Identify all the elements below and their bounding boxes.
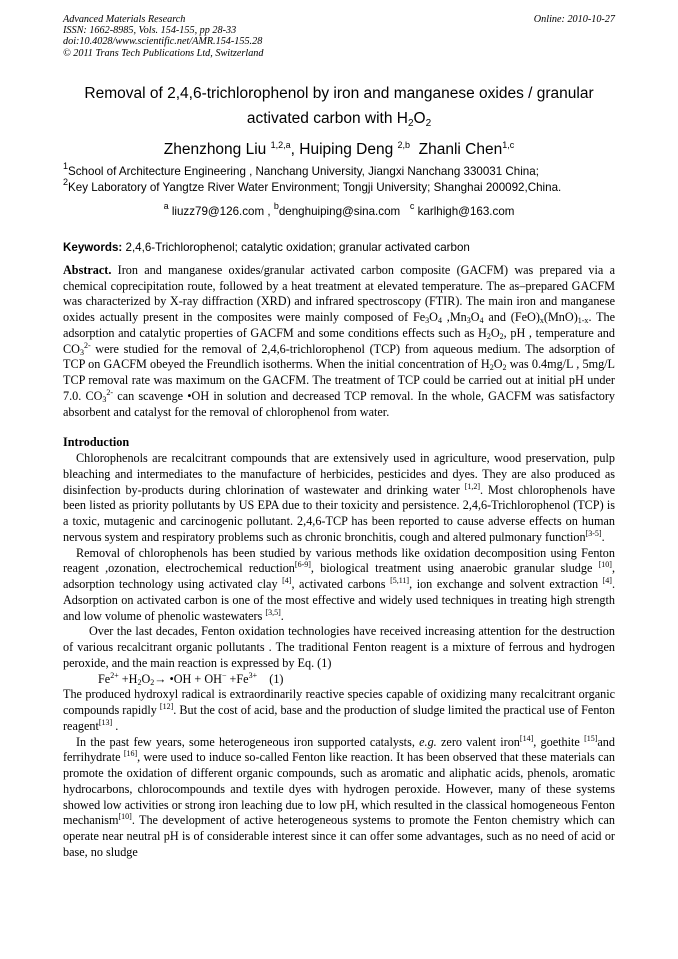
abstract-text: O (493, 357, 503, 372)
author-name: Zhanli Chen (418, 140, 503, 158)
intro-paragraph-2 (63, 546, 615, 625)
abstract-label: Abstract. (63, 262, 112, 277)
email-link[interactable]: denghuiping@sina.com (278, 204, 401, 218)
body-text: . (280, 608, 284, 623)
author-affil-sup: 2,b (397, 139, 411, 150)
title-text: activated carbon with H (246, 109, 408, 127)
body-text-italic: e.g. (419, 734, 437, 749)
body-text: In the past few years, some heterogeneous iron supported catalysts, (76, 734, 420, 749)
author-name: Huiping Deng (299, 140, 394, 158)
formula-sub: 3 (466, 316, 471, 326)
formula-sub: x (539, 316, 544, 326)
journal-header (63, 14, 615, 59)
section-heading: Introduction (63, 435, 130, 450)
eq-sup: 2+ (110, 670, 119, 680)
eq-sup: 3+ (248, 670, 258, 680)
formula-sub: 3 (425, 316, 430, 326)
abstract-text: can scavenge •OH in solution and decreased TCP removal. In the whole, GACFM was satisfactory absorbent and catalyst for the removal of chlorophenol from water. (63, 388, 615, 419)
intro-paragraph-1 (63, 451, 615, 546)
body-text: . Adsorption on activated carbon is one of the most effective and widely used techniques in treating high strength and low volume of phenolic wastewaters (63, 577, 615, 623)
body-text: . But the cost of acid, base and the production of sludge limited the practical use of Fenton reagent (63, 703, 615, 733)
affiliations (63, 160, 615, 197)
affiliation-sup: 1 (63, 160, 69, 171)
abstract-text: O (429, 310, 438, 325)
eq-text: Fe (98, 671, 111, 686)
formula-sub: 2 (502, 363, 507, 373)
abstract (63, 263, 615, 421)
body-text: Chlorophenols are recalcitrant compounds that are extensively used in agriculture, wood preservation, pulp bleaching and intermediates to the manufacture of herbicides, pesticides and dyes. They are also produced as disinfection by-products during chlorination of wastewater and drinking water (63, 451, 615, 497)
eq-sup: − (221, 670, 227, 680)
intro-paragraph-5 (63, 735, 615, 861)
citation[interactable]: [13] (98, 717, 113, 727)
citation[interactable]: [5,11] (390, 576, 410, 586)
affiliation-text: Key Laboratory of Yangtze River Water Environment; Tongji University; Shanghai 200092,China. (68, 181, 562, 195)
author-list: Zhenzhong Liu $^{1,2,a}$, Huiping Deng $^{2,b}$ Zhanli Chen$^{1,c}$ (163, 139, 515, 158)
title-text: O (413, 109, 426, 127)
title-line-1: Removal of 2,4,6-trichlorophenol by iron and manganese oxides / granular (84, 84, 594, 102)
intro-paragraph-4 (63, 687, 615, 734)
affiliation-sup: 2 (63, 177, 69, 188)
copyright-line: © 2011 Trans Tech Publications Ltd, Switzerland (63, 47, 264, 59)
body-text: , were used to induce so-called Fenton like reaction. It has been observed that these materials can promote the oxidation of different organic compounds, such as aromatic and aliphatic acids, phenols, aromatic hydrocarbons, chlorocompounds and textile dyes with hydrogen peroxide. However, many of these systems showed low activities or strong iron leaching due to low pH, which resulted in the classical homogeneous Fenton mechanism (63, 750, 615, 828)
citation[interactable]: [15] (584, 733, 598, 743)
title-subscript: 2 (425, 117, 432, 129)
citation[interactable]: [16] (123, 749, 138, 759)
formula-sup: 2- (83, 340, 91, 350)
body-text: , biological treatment using anaerobic granular sludge (310, 561, 599, 576)
doi-line[interactable]: doi:10.4028/www.scientific.net/AMR.154-155.28 (63, 36, 263, 48)
abstract-text: ,Mn (441, 310, 467, 325)
formula-sub: 3 (102, 394, 107, 404)
eq-text: → •OH + OH (154, 671, 222, 686)
eq-text: O (141, 671, 151, 686)
intro-paragraph-3: Over the last decades, Fenton oxidation technologies have received increasing attention for the destruction of various recalcitrant organic pollutants . The traditional Fenton reagent is a mixture of ferrous and hydrogen peroxide, and the main reaction is expressed by Eq. (1) (63, 624, 615, 670)
abstract-text: O (490, 325, 500, 340)
body-text: Removal of chlorophenols has been studied by various methods like oxidation decomposition using Fenton reagent ,ozonation, electrochemical reduction (63, 545, 615, 576)
body-text: , ion exchange and solvent extraction (409, 577, 603, 592)
citation[interactable]: [4] (602, 576, 612, 586)
abstract-text: , pH , temperature and CO (63, 325, 615, 356)
email-link[interactable]: liuzz79@126.com (171, 204, 265, 218)
author-affil-sup: 1,2,a (270, 139, 291, 150)
eq-number: (1) (257, 671, 284, 686)
author-affil-sup: 1,c (502, 139, 515, 150)
eq-text: +Fe (226, 671, 249, 686)
equation-1 (63, 672, 615, 688)
issn-line: ISSN: 1662-8985, Vols. 154-155, pp 28-33 (63, 25, 237, 37)
keywords-label: Keywords: (63, 240, 123, 254)
affiliation-text: School of Architecture Engineering , Nanchang University, Jiangxi Nanchang 330031 China; (68, 164, 539, 178)
keywords (63, 240, 615, 255)
email-sup: c (409, 200, 415, 211)
paper-title (63, 81, 615, 131)
abstract-text: was 0.4mg/L , 5mg/L TCP removal rate was maximum on the GACFM. The treatment of TCP could be carried out at initial pH under 7.0. CO (63, 357, 615, 403)
abstract-text: O (470, 310, 480, 325)
formula-sub: 2 (489, 363, 494, 373)
citation[interactable]: [10] (118, 812, 132, 822)
citation[interactable]: [6-9] (294, 560, 311, 570)
title-line-2 (63, 106, 615, 131)
body-text: and ferrihydrate (63, 734, 615, 765)
citation[interactable]: [3-5] (585, 528, 602, 538)
abstract-text: (MnO) (543, 310, 578, 325)
abstract-text: and (FeO) (483, 310, 540, 325)
body-text: . (601, 529, 605, 544)
abstract-text: were studied for the removal of 2,4,6-trichlorophenol (TCP) from aqueous medium. The adsorption of TCP on GACFM obeyed the Freundlich isotherms. When the initial concentration of H (63, 341, 615, 372)
title-subscript: 2 (407, 117, 414, 129)
keywords-text: 2,4,6-Trichlorophenol; catalytic oxidation; granular activated carbon (125, 240, 470, 254)
citation[interactable]: [3,5] (265, 607, 281, 617)
formula-sub: 2 (499, 331, 504, 341)
online-date: Online: 2010-10-27 (533, 14, 615, 25)
email-sup: b (273, 200, 279, 211)
body-text: . (112, 718, 119, 733)
body-text: , adsorption technology using activated clay (63, 561, 615, 592)
body-text: , goethite (533, 734, 585, 749)
email-sup: a (163, 200, 169, 211)
citation[interactable]: [14] (519, 733, 534, 743)
body-text: zero valent iron (436, 734, 520, 749)
formula-sub: 3 (79, 347, 84, 357)
formula-sub: 1-x (577, 316, 589, 326)
formula-sub: 4 (437, 316, 442, 326)
affiliation (63, 177, 615, 197)
formula-sub: 4 (479, 316, 484, 326)
citation[interactable]: [10] (598, 560, 612, 570)
abstract-text: . The adsorption and catalytic properties of GACFM and some conditions effects such as H (63, 310, 616, 340)
citation[interactable]: [1,2] (464, 481, 481, 491)
eq-sub: 2 (150, 677, 155, 687)
eq-sub: 2 (137, 677, 142, 687)
formula-sub: 2 (486, 331, 491, 341)
eq-text: +H (118, 671, 138, 686)
body-text: . Most chlorophenols have been listed as priority pollutants by US EPA due to their toxicity and persistence. 2,4,6-Trichlorophenol (TCP) is a toxic, mutagenic and carcinogenic pollutant. 2,4,6-TCP has been reported to cause adverse effects on human nervous system and respiratory problems such as chronic bronchitis, cough and altered pulmonary function (63, 482, 615, 544)
email-link[interactable]: karlhigh@163.com (417, 204, 515, 218)
body-text: . The development of active heterogeneous systems to promote the Fenton chemistry which can operate near neutral pH is of considerable interest since it can offer some advantages, such as no need of acid or base, no sludge (63, 813, 615, 859)
body-text: The produced hydroxyl radical is extraordinarily reactive species capable of oxidizing many recalcitrant organic compounds rapidly (63, 687, 615, 718)
abstract-text: Iron and manganese oxides/granular activated carbon composite (GACFM) was prepared via a chemical coprecipitation route, followed by a heat treatment at elevated temperature. The as–prepared GACFM was characterized by X-ray diffraction (XRD) and infrared spectroscopy (FTIR). The main iron and manganese oxides actually present in the composites were mainly composed of Fe (63, 262, 615, 325)
body-text: , activated carbons (291, 577, 391, 592)
formula-sup: 2- (106, 387, 114, 397)
citation[interactable]: [12] (159, 702, 174, 712)
affiliation (63, 160, 615, 181)
email-list: $^a$ liuzz79@126.com , $^b$denghuiping@sina.com $^c$ karlhigh@163.com (163, 200, 515, 218)
author-name: Zhenzhong Liu (163, 140, 267, 158)
journal-name: Advanced Materials Research (63, 14, 186, 25)
citation[interactable]: [4] (282, 576, 292, 586)
